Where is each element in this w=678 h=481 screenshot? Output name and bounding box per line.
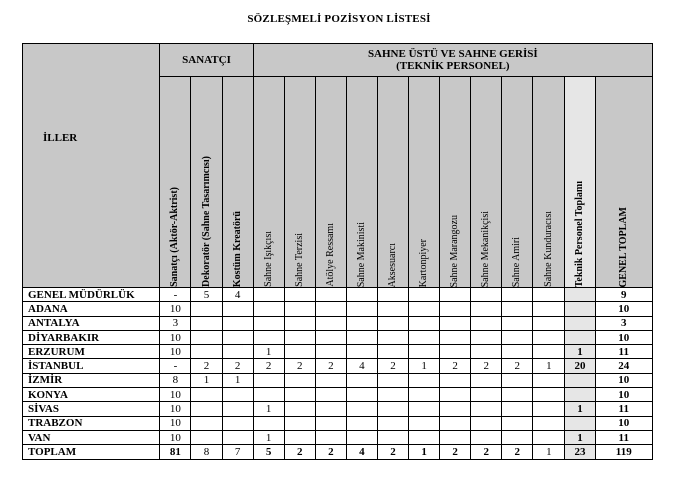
cell-col-10: [471, 330, 502, 344]
cell-col-13: [565, 288, 595, 302]
cell-col-9: [440, 430, 471, 444]
cell-col-7: 2: [377, 445, 408, 460]
cell-col-12: 1: [533, 445, 565, 460]
cell-col-13: [565, 373, 595, 387]
cell-col-0: 10: [160, 330, 191, 344]
cell-col-0: 10: [160, 402, 191, 416]
column-header-label: Kostüm Kreatörü: [231, 210, 243, 287]
cell-col-3: [253, 330, 284, 344]
cell-col-1: [191, 316, 222, 330]
column-header-label: Sahne Işıkçısı: [262, 231, 274, 287]
cell-col-4: [284, 416, 315, 430]
table-row: [23, 330, 653, 344]
cell-col-6: [346, 373, 377, 387]
cell-col-9: 2: [440, 445, 471, 460]
table-row: [23, 416, 653, 430]
cell-col-14: 11: [595, 345, 652, 359]
cell-col-0: -: [160, 359, 191, 373]
column-header-label: Dekoratör (Sahne Tasarımcısı): [200, 156, 212, 287]
cell-col-14: 119: [595, 445, 652, 460]
cell-col-13: [565, 316, 595, 330]
cell-col-4: [284, 373, 315, 387]
cell-col-11: 2: [502, 445, 533, 460]
cell-col-1: [191, 302, 222, 316]
cell-col-1: 2: [191, 359, 222, 373]
cell-col-2: [222, 402, 253, 416]
cell-col-5: [315, 388, 346, 402]
cell-col-12: [533, 373, 565, 387]
corner-header-iller: İLLER: [23, 44, 160, 288]
cell-col-5: [315, 330, 346, 344]
cell-col-0: -: [160, 288, 191, 302]
cell-col-8: [409, 402, 440, 416]
cell-col-8: [409, 330, 440, 344]
cell-col-13: [565, 388, 595, 402]
cell-col-13: 23: [565, 445, 595, 460]
cell-col-6: 4: [346, 445, 377, 460]
cell-col-3: [253, 288, 284, 302]
cell-col-5: [315, 316, 346, 330]
cell-col-4: [284, 345, 315, 359]
column-header-6: [346, 77, 377, 288]
cell-col-2: 2: [222, 359, 253, 373]
cell-col-3: [253, 302, 284, 316]
cell-col-9: [440, 330, 471, 344]
cell-col-2: 4: [222, 288, 253, 302]
cell-col-2: [222, 430, 253, 444]
cell-col-13: 1: [565, 345, 595, 359]
cell-col-6: [346, 416, 377, 430]
cell-col-5: [315, 345, 346, 359]
cell-col-1: 1: [191, 373, 222, 387]
group-header-sanatci: [160, 44, 253, 77]
column-header-label: Sahne Kunduracısı: [542, 211, 554, 287]
cell-col-1: [191, 388, 222, 402]
cell-col-1: [191, 430, 222, 444]
cell-col-5: [315, 402, 346, 416]
cell-col-0: 10: [160, 345, 191, 359]
cell-col-12: [533, 345, 565, 359]
cell-col-8: [409, 416, 440, 430]
cell-col-11: [502, 430, 533, 444]
cell-col-10: [471, 345, 502, 359]
cell-col-6: 4: [346, 359, 377, 373]
row-city: ERZURUM: [23, 345, 160, 359]
cell-col-14: 11: [595, 430, 652, 444]
cell-col-7: [377, 416, 408, 430]
cell-col-10: [471, 416, 502, 430]
cell-col-0: 10: [160, 430, 191, 444]
column-header-label: Aksesuarcı: [386, 242, 398, 287]
cell-col-6: [346, 345, 377, 359]
cell-col-8: [409, 388, 440, 402]
cell-col-6: [346, 288, 377, 302]
group-header-sahne: [253, 44, 652, 77]
table-row: [23, 388, 653, 402]
cell-col-5: [315, 373, 346, 387]
cell-col-4: [284, 430, 315, 444]
cell-col-9: [440, 416, 471, 430]
cell-col-2: [222, 316, 253, 330]
table-row: [23, 316, 653, 330]
column-header-3: [253, 77, 284, 288]
column-header-label: Teknik Personel Toplamı: [573, 180, 585, 287]
cell-col-9: [440, 402, 471, 416]
cell-col-14: 3: [595, 316, 652, 330]
cell-col-7: [377, 388, 408, 402]
row-city: ADANA: [23, 302, 160, 316]
row-city: TRABZON: [23, 416, 160, 430]
cell-col-3: [253, 388, 284, 402]
row-city: TOPLAM: [23, 445, 160, 460]
cell-col-14: 11: [595, 402, 652, 416]
column-header-5: [315, 77, 346, 288]
cell-col-0: 10: [160, 302, 191, 316]
cell-col-1: 8: [191, 445, 222, 460]
cell-col-3: [253, 373, 284, 387]
cell-col-7: [377, 316, 408, 330]
cell-col-6: [346, 316, 377, 330]
cell-col-10: [471, 373, 502, 387]
table-row: [23, 345, 653, 359]
cell-col-14: 10: [595, 330, 652, 344]
cell-col-6: [346, 430, 377, 444]
cell-col-11: [502, 316, 533, 330]
cell-col-1: 5: [191, 288, 222, 302]
column-header-10: [471, 77, 502, 288]
cell-col-4: [284, 316, 315, 330]
cell-col-4: 2: [284, 445, 315, 460]
column-header-0: [160, 77, 191, 288]
column-header-11: [502, 77, 533, 288]
column-header-label: GENEL TOPLAM: [617, 206, 629, 287]
cell-col-4: [284, 388, 315, 402]
cell-col-5: 2: [315, 445, 346, 460]
cell-col-7: 2: [377, 359, 408, 373]
cell-col-8: [409, 288, 440, 302]
cell-col-12: [533, 430, 565, 444]
group-header-sanatci-label: SANATÇI: [182, 54, 231, 66]
cell-col-9: [440, 288, 471, 302]
cell-col-9: [440, 373, 471, 387]
cell-col-3: 1: [253, 345, 284, 359]
cell-col-10: [471, 302, 502, 316]
row-city: VAN: [23, 430, 160, 444]
cell-col-14: 10: [595, 302, 652, 316]
row-city: KONYA: [23, 388, 160, 402]
column-header-label: Sanatçı (Aktör-Aktrist): [169, 187, 181, 287]
group-header-sahne-line2: (TEKNİK PERSONEL): [396, 60, 510, 72]
cell-col-7: [377, 302, 408, 316]
cell-col-12: [533, 402, 565, 416]
cell-col-11: [502, 402, 533, 416]
cell-col-0: 10: [160, 388, 191, 402]
cell-col-1: [191, 330, 222, 344]
column-header-label: Atölye Ressamı: [324, 223, 336, 287]
cell-col-13: 1: [565, 430, 595, 444]
row-city: İSTANBUL: [23, 359, 160, 373]
cell-col-12: [533, 302, 565, 316]
cell-col-8: [409, 302, 440, 316]
cell-col-10: [471, 388, 502, 402]
cell-col-5: [315, 430, 346, 444]
cell-col-14: 9: [595, 288, 652, 302]
cell-col-14: 10: [595, 388, 652, 402]
cell-col-6: [346, 302, 377, 316]
column-header-label: Sahne Terzisi: [293, 233, 305, 287]
cell-col-1: [191, 416, 222, 430]
cell-col-5: [315, 416, 346, 430]
column-header-1: [191, 77, 222, 288]
table-row: [23, 373, 653, 387]
cell-col-2: [222, 416, 253, 430]
cell-col-10: [471, 430, 502, 444]
cell-col-10: [471, 402, 502, 416]
row-city: İZMİR: [23, 373, 160, 387]
row-city: ANTALYA: [23, 316, 160, 330]
column-header-13: [565, 77, 595, 288]
cell-col-2: [222, 388, 253, 402]
cell-col-12: 1: [533, 359, 565, 373]
cell-col-2: [222, 330, 253, 344]
cell-col-3: [253, 416, 284, 430]
cell-col-8: [409, 430, 440, 444]
cell-col-11: [502, 373, 533, 387]
cell-col-11: [502, 330, 533, 344]
cell-col-7: [377, 288, 408, 302]
column-header-label: Sahne Marangozu: [449, 214, 461, 287]
cell-col-9: [440, 388, 471, 402]
cell-col-11: [502, 302, 533, 316]
column-header-label: Kartonpiyer: [418, 238, 430, 287]
cell-col-8: [409, 345, 440, 359]
cell-col-4: [284, 330, 315, 344]
position-table: [22, 43, 653, 460]
cell-col-11: [502, 345, 533, 359]
cell-col-0: 8: [160, 373, 191, 387]
cell-col-13: [565, 330, 595, 344]
cell-col-12: [533, 330, 565, 344]
cell-col-11: 2: [502, 359, 533, 373]
row-city: DİYARBAKIR: [23, 330, 160, 344]
cell-col-3: 5: [253, 445, 284, 460]
cell-col-13: 20: [565, 359, 595, 373]
column-header-14: [595, 77, 652, 288]
cell-col-7: [377, 373, 408, 387]
cell-col-10: [471, 316, 502, 330]
cell-col-6: [346, 402, 377, 416]
cell-col-9: [440, 302, 471, 316]
cell-col-5: 2: [315, 359, 346, 373]
cell-col-12: [533, 416, 565, 430]
cell-col-9: [440, 345, 471, 359]
cell-col-12: [533, 388, 565, 402]
group-header-sahne-line1: SAHNE ÜSTÜ VE SAHNE GERİSİ: [367, 48, 538, 60]
cell-col-7: [377, 345, 408, 359]
cell-col-2: 7: [222, 445, 253, 460]
cell-col-0: 81: [160, 445, 191, 460]
column-header-label: Sahne Mekanikçisi: [480, 210, 492, 287]
cell-col-3: 1: [253, 430, 284, 444]
cell-col-2: 1: [222, 373, 253, 387]
row-city: SİVAS: [23, 402, 160, 416]
cell-col-11: [502, 288, 533, 302]
cell-col-3: 2: [253, 359, 284, 373]
cell-col-7: [377, 402, 408, 416]
cell-col-0: 10: [160, 416, 191, 430]
cell-col-6: [346, 330, 377, 344]
cell-col-7: [377, 430, 408, 444]
cell-col-9: [440, 316, 471, 330]
cell-col-8: [409, 373, 440, 387]
cell-col-10: 2: [471, 445, 502, 460]
column-header-12: [533, 77, 565, 288]
table-row: [23, 402, 653, 416]
row-city: GENEL MÜDÜRLÜK: [23, 288, 160, 302]
cell-col-3: [253, 316, 284, 330]
cell-col-8: 1: [409, 359, 440, 373]
table-row: [23, 288, 653, 302]
cell-col-10: [471, 288, 502, 302]
cell-col-1: [191, 345, 222, 359]
cell-col-14: 10: [595, 416, 652, 430]
cell-col-4: [284, 302, 315, 316]
cell-col-11: [502, 416, 533, 430]
cell-col-4: 2: [284, 359, 315, 373]
cell-col-8: 1: [409, 445, 440, 460]
table-row: [23, 359, 653, 373]
column-header-8: [409, 77, 440, 288]
cell-col-3: 1: [253, 402, 284, 416]
cell-col-11: [502, 388, 533, 402]
cell-col-14: 24: [595, 359, 652, 373]
table-row: [23, 430, 653, 444]
cell-col-12: [533, 288, 565, 302]
cell-col-5: [315, 302, 346, 316]
cell-col-7: [377, 330, 408, 344]
cell-col-1: [191, 402, 222, 416]
cell-col-13: [565, 416, 595, 430]
cell-col-4: [284, 402, 315, 416]
cell-col-5: [315, 288, 346, 302]
cell-col-10: 2: [471, 359, 502, 373]
table-row: [23, 302, 653, 316]
cell-col-8: [409, 316, 440, 330]
cell-col-2: [222, 345, 253, 359]
cell-col-12: [533, 316, 565, 330]
column-header-4: [284, 77, 315, 288]
cell-col-2: [222, 302, 253, 316]
column-header-label: Sahne Amiri: [511, 236, 523, 287]
column-header-2: [222, 77, 253, 288]
column-header-7: [377, 77, 408, 288]
column-header-label: Sahne Makinisti: [355, 221, 367, 287]
cell-col-13: [565, 302, 595, 316]
cell-col-6: [346, 388, 377, 402]
cell-col-14: 10: [595, 373, 652, 387]
cell-col-9: 2: [440, 359, 471, 373]
total-row: [23, 445, 653, 460]
cell-col-4: [284, 288, 315, 302]
document-title: SÖZLEŞMELİ POZİSYON LİSTESİ: [247, 13, 431, 25]
column-header-9: [440, 77, 471, 288]
cell-col-0: 3: [160, 316, 191, 330]
cell-col-13: 1: [565, 402, 595, 416]
